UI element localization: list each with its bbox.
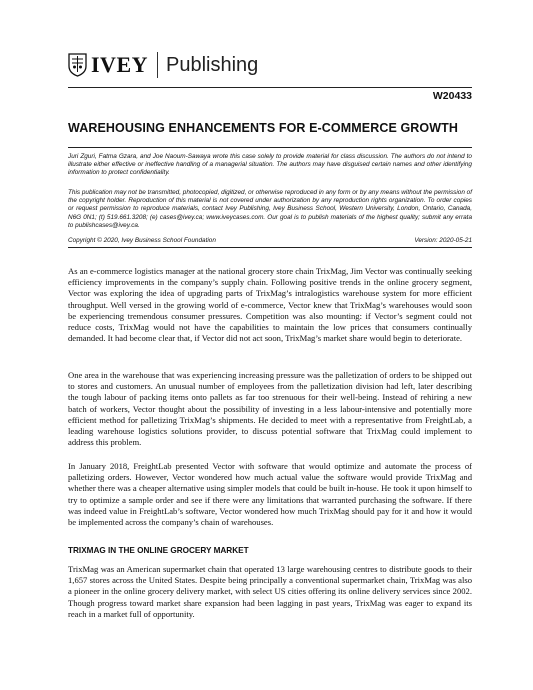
copyright-text: Copyright © 2020, Ivey Business School Foundation — [68, 237, 216, 244]
notes-top-rule — [68, 147, 472, 148]
paragraph-intro: As an e-commerce logistics manager at the national grocery store chain TrixMag, Jim Vector was continually seeking efficiency improvements in the company’s supply chain. Following positive trends in the online grocery segment, Vector was exploring the idea of upgrading parts of TrixMag’s intralogistics warehouse system for more efficient throughput. Well versed in the growing world of e-commerce, Vector knew that TrixMag’s warehouses would soon be experiencing tremendous consumer pressures. Competition was also mounting: if Vector’s segment could not reduce costs, TrixMag would not have the capabilities to maintain the low prices that consumers continually demanded. It had become clear that, if Vector did not act soon, TrixMag’s market share would begin to deteriorate. — [68, 266, 472, 344]
copyright-line — [68, 237, 472, 244]
notes-bottom-rule — [68, 247, 472, 248]
shield-crest-icon — [68, 53, 87, 77]
authors-note: Juri Zguri, Fatma Gzara, and Joe Naoum-Sawaya wrote this case solely to provide material for class discussion. The authors do not intend to illustrate either effective or ineffective handling of a managerial situation. The authors may have disguised certain names and other identifying information to protect confidentiality. — [68, 153, 472, 177]
paragraph-online-market: TrixMag was an American supermarket chain that operated 13 large warehousing centres to distribute goods to their 1,657 stores across the United States. Despite being principally a conventional supermarket chain, TrixMag was also a pioneer in the online grocery delivery market, with select US cities offering its online delivery services since 2002. Though progress toward market share expansion had been lagging in past years, TrixMag was eager to expand its reach in a market full of opportunity. — [68, 564, 472, 619]
header-rule — [68, 87, 472, 88]
case-title: WAREHOUSING ENHANCEMENTS FOR E-COMMERCE GROWTH — [68, 121, 459, 135]
brand-name: IVEY — [91, 52, 149, 77]
version-text: Version: 2020-05-21 — [414, 237, 472, 244]
permissions-note: This publication may not be transmitted, photocopied, digitized, or otherwise reproduced in any form or by any means without the permission of the copyright holder. Reproduction of this material is not covered under authorization by any reproduction rights organization. To order copies or request permission to reproduce materials, contact Ivey Publishing, Ivey Business School, Western University, London, Ontario, Canada, N6G 0N1; (t) 519.661.3208; (e) cases@ivey.ca; www.iveycases.com. Our goal is to publish materials of the highest quality; submit any errata to publishcases@ivey.ca. — [68, 189, 472, 229]
paragraph-freightlab: In January 2018, FreightLab presented Vector with software that would optimize and automate the process of palletizing orders. However, Vector wondered how much actual value the software would provide TrixMag and whether there was a cheaper alternative using simpler models that could be built in-house. He took it upon himself to try to optimize a sample order and see if there were any limitations that warranted purchasing the software. If there was indeed value in FreightLab’s software, Vector wondered how much TrixMag should pay for it and how it would be implemented across the company’s chain of warehouses. — [68, 461, 472, 528]
case-code: W20433 — [432, 90, 472, 102]
logo-divider — [157, 52, 158, 78]
paragraph-palletization: One area in the warehouse that was experiencing increasing pressure was the palletization of orders to be shipped out to stores and customers. An unusual number of employees from the palletization division had left, later describing the tough labour of packing items onto pallets as far too strenuous for their well-being. Instead of rehiring a new batch of workers, Vector thought about the possibility of investing in a less labour-intensive and potentially more efficient method for palletizing TrixMag’s shipments. He decided to meet with a representative from FreightLab, a leading warehouse logistics solutions provider, to discuss potential software that TrixMag could implement to address this problem. — [68, 370, 472, 448]
ivey-publishing-logo — [68, 50, 258, 80]
section-heading: TRIXMAG IN THE ONLINE GROCERY MARKET — [68, 546, 249, 555]
publisher-name: Publishing — [166, 53, 259, 76]
